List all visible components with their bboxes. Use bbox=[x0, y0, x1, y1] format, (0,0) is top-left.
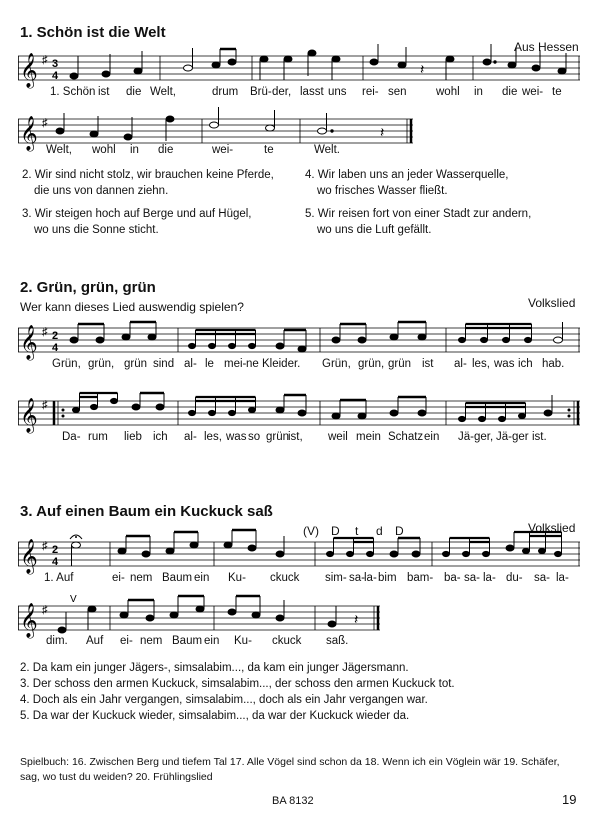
syllable: wohl bbox=[436, 86, 460, 98]
verse-line: 5. Da war der Kuckuck wieder, simsalabim..., da war der Kuckuck wieder da. bbox=[20, 710, 410, 722]
syllable: wei- bbox=[522, 86, 544, 98]
syllable: ein bbox=[424, 431, 440, 443]
syllable: ist, bbox=[288, 431, 303, 443]
svg-text:♯: ♯ bbox=[42, 540, 48, 552]
syllable: rei- bbox=[362, 86, 379, 98]
chord-mark: D bbox=[331, 524, 340, 538]
syllable: grün, bbox=[358, 358, 385, 370]
syllable: Welt, bbox=[150, 86, 176, 98]
syllable: Auf bbox=[86, 635, 104, 647]
syllable: lasst bbox=[300, 86, 324, 98]
syllable: was bbox=[494, 358, 515, 370]
song3-lyrics1 bbox=[0, 572, 600, 588]
song2-subtitle: Wer kann dieses Lied auswendig spielen? bbox=[20, 300, 244, 314]
verse-line: wo frisches Wasser fließt. bbox=[317, 185, 448, 197]
song1-lyrics1 bbox=[0, 86, 600, 102]
svg-text:2: 2 bbox=[52, 544, 59, 556]
syllable: les, bbox=[204, 431, 222, 443]
verse-line: 4. Wir laben uns an jeder Wasserquelle, bbox=[305, 169, 509, 181]
song1-verse5 bbox=[305, 206, 531, 238]
svg-text:𝄽: 𝄽 bbox=[420, 61, 425, 77]
syllable: saß. bbox=[326, 635, 349, 647]
song3-source: Volkslied bbox=[528, 521, 576, 535]
syllable: grün bbox=[266, 431, 290, 443]
syllable: ein bbox=[194, 572, 210, 584]
syllable: ger bbox=[512, 431, 529, 443]
song1-source: Aus Hessen bbox=[514, 40, 579, 54]
syllable: Da- bbox=[62, 431, 81, 443]
syllable: sen bbox=[388, 86, 407, 98]
song1-title: 1. Schön ist die Welt bbox=[20, 24, 166, 41]
svg-text:𝄽: 𝄽 bbox=[354, 611, 359, 627]
syllable: ckuck bbox=[270, 572, 300, 584]
syllable: sim- bbox=[325, 572, 347, 584]
syllable: die bbox=[126, 86, 142, 98]
syllable: Grün, bbox=[52, 358, 81, 370]
svg-text:4: 4 bbox=[52, 556, 59, 568]
song2-staff1 bbox=[18, 322, 583, 358]
syllable: les, bbox=[472, 358, 490, 370]
syllable: Welt, bbox=[46, 144, 72, 156]
syllable: grün bbox=[124, 358, 148, 370]
svg-text:♯: ♯ bbox=[42, 399, 48, 411]
syllable: was bbox=[226, 431, 247, 443]
svg-text:4: 4 bbox=[52, 70, 59, 82]
syllable: nem bbox=[140, 635, 163, 647]
chord-mark: d bbox=[376, 524, 383, 538]
chord-mark: t bbox=[355, 524, 359, 538]
syllable: la- bbox=[364, 572, 377, 584]
syllable: ckuck bbox=[272, 635, 302, 647]
chord-mark: (V) bbox=[303, 524, 319, 538]
song1-verse3 bbox=[22, 206, 252, 238]
verse-line: 2. Wir sind nicht stolz, wir brauchen keine Pferde, bbox=[22, 169, 274, 181]
song3-staff1 bbox=[18, 536, 583, 572]
syllable: ich bbox=[518, 358, 533, 370]
syllable: te bbox=[264, 144, 274, 156]
syllable: sa- bbox=[349, 572, 365, 584]
song1-staff1 bbox=[18, 50, 583, 86]
syllable: grün, bbox=[88, 358, 115, 370]
syllable: bam- bbox=[407, 572, 434, 584]
syllable: uns bbox=[328, 86, 347, 98]
syllable: ei- bbox=[120, 635, 133, 647]
verse-line: 3. Der schoss den armen Kuckuck, simsalabim..., der schoss den armen Kuckuck tot. bbox=[20, 678, 455, 690]
verse-line: 5. Wir reisen fort von einer Stadt zur andern, bbox=[305, 208, 532, 220]
syllable: sa- bbox=[534, 572, 550, 584]
syllable: nem bbox=[130, 572, 153, 584]
syllable: al- bbox=[454, 358, 467, 370]
syllable: al- bbox=[184, 358, 197, 370]
syllable: Ku- bbox=[234, 635, 252, 647]
syllable: bim bbox=[378, 572, 397, 584]
syllable: in bbox=[474, 86, 483, 98]
syllable: ei- bbox=[112, 572, 125, 584]
syllable: ein bbox=[204, 635, 220, 647]
spielbuch-note: Spielbuch: 16. Zwischen Berg und tiefem Tal 17. Alle Vögel sind schon da 18. Wenn ich ein Vöglein wär 19. Schäfer, sag, wo tust du weiden? 20. Frühlingslied bbox=[20, 756, 560, 783]
syllable: te bbox=[552, 86, 562, 98]
syllable: ger, bbox=[474, 431, 494, 443]
song2-lyrics1 bbox=[0, 358, 600, 374]
svg-text:𝄽: 𝄽 bbox=[380, 124, 385, 140]
svg-text:𝄞: 𝄞 bbox=[20, 539, 38, 574]
syllable: rum bbox=[88, 431, 108, 443]
syllable: Jä- bbox=[496, 431, 512, 443]
song1-verse2 bbox=[22, 167, 274, 199]
catalog-code: BA 8132 bbox=[272, 795, 314, 807]
syllable: Jä- bbox=[458, 431, 474, 443]
song1-verse4 bbox=[305, 167, 508, 199]
song2-title: 2. Grün, grün, grün bbox=[20, 279, 156, 296]
syllable: 1. Auf bbox=[44, 572, 74, 584]
verse-line: wo uns die Luft gefällt. bbox=[317, 224, 432, 236]
syllable: wei- bbox=[212, 144, 234, 156]
syllable: ist bbox=[422, 358, 434, 370]
svg-text:V: V bbox=[70, 594, 77, 605]
syllable: drum bbox=[212, 86, 239, 98]
syllable: du- bbox=[506, 572, 523, 584]
syllable: mein bbox=[356, 431, 381, 443]
syllable: ich bbox=[153, 431, 168, 443]
syllable: Ku- bbox=[228, 572, 246, 584]
syllable: hab. bbox=[542, 358, 565, 370]
song1-lyrics2 bbox=[0, 144, 600, 160]
syllable: Baum bbox=[162, 572, 193, 584]
svg-text:4: 4 bbox=[52, 342, 59, 354]
syllable: weil bbox=[328, 431, 348, 443]
verse-line: die uns von dannen ziehn. bbox=[34, 185, 169, 197]
syllable: die bbox=[502, 86, 518, 98]
song2-lyrics2 bbox=[0, 431, 600, 447]
syllable: mei- bbox=[224, 358, 247, 370]
syllable: le bbox=[205, 358, 214, 370]
svg-text:♯: ♯ bbox=[42, 117, 48, 129]
syllable: al- bbox=[184, 431, 197, 443]
syllable: sind bbox=[153, 358, 175, 370]
chord-mark: D bbox=[395, 524, 404, 538]
svg-text:♯: ♯ bbox=[42, 604, 48, 616]
syllable: 1. Schön bbox=[50, 86, 96, 98]
song3-title: 3. Auf einen Baum ein Kuckuck saß bbox=[20, 503, 273, 520]
syllable: in bbox=[130, 144, 139, 156]
page-number: 19 bbox=[562, 792, 577, 807]
syllable: Kleider. bbox=[262, 358, 301, 370]
syllable: Brü- bbox=[250, 86, 272, 98]
svg-text:3: 3 bbox=[52, 58, 59, 70]
svg-text:♯: ♯ bbox=[42, 326, 48, 338]
verse-line: 3. Wir steigen hoch auf Berge und auf Hügel, bbox=[22, 208, 252, 220]
svg-text:𝄞: 𝄞 bbox=[20, 116, 38, 151]
syllable: Welt. bbox=[314, 144, 340, 156]
svg-text:𝄞: 𝄞 bbox=[20, 53, 38, 88]
syllable: la- bbox=[483, 572, 496, 584]
syllable: ist bbox=[98, 86, 110, 98]
syllable: Schatz bbox=[388, 431, 424, 443]
song3-staff2 bbox=[18, 594, 418, 638]
syllable: ba- bbox=[444, 572, 461, 584]
syllable: Grün, bbox=[322, 358, 351, 370]
syllable: die bbox=[158, 144, 174, 156]
svg-text:𝄞: 𝄞 bbox=[20, 603, 38, 638]
song2-source: Volkslied bbox=[528, 296, 576, 310]
syllable: Baum bbox=[172, 635, 203, 647]
syllable: wohl bbox=[92, 144, 116, 156]
syllable: sa- bbox=[464, 572, 480, 584]
svg-text:𝄞: 𝄞 bbox=[20, 325, 38, 360]
syllable: so bbox=[248, 431, 261, 443]
syllable: der, bbox=[272, 86, 292, 98]
svg-text:𝄞: 𝄞 bbox=[20, 398, 38, 433]
verse-line: 4. Doch als ein Jahr vergangen, simsalabim..., doch als ein Jahr vergangen war. bbox=[20, 694, 428, 706]
syllable: grün bbox=[388, 358, 412, 370]
verse-line: 2. Da kam ein junger Jägers-, simsalabim..., da kam ein junger Jägersmann. bbox=[20, 662, 409, 674]
syllable: dim. bbox=[46, 635, 68, 647]
song2-staff2 bbox=[18, 395, 583, 431]
song3-verses bbox=[20, 660, 455, 724]
syllable: ne bbox=[246, 358, 259, 370]
song3-lyrics2 bbox=[0, 635, 600, 651]
svg-text:♯: ♯ bbox=[42, 54, 48, 66]
syllable: la- bbox=[556, 572, 569, 584]
verse-line: wo uns die Sonne sticht. bbox=[34, 224, 159, 236]
syllable: ist. bbox=[532, 431, 547, 443]
syllable: lieb bbox=[124, 431, 142, 443]
svg-text:2: 2 bbox=[52, 330, 59, 342]
